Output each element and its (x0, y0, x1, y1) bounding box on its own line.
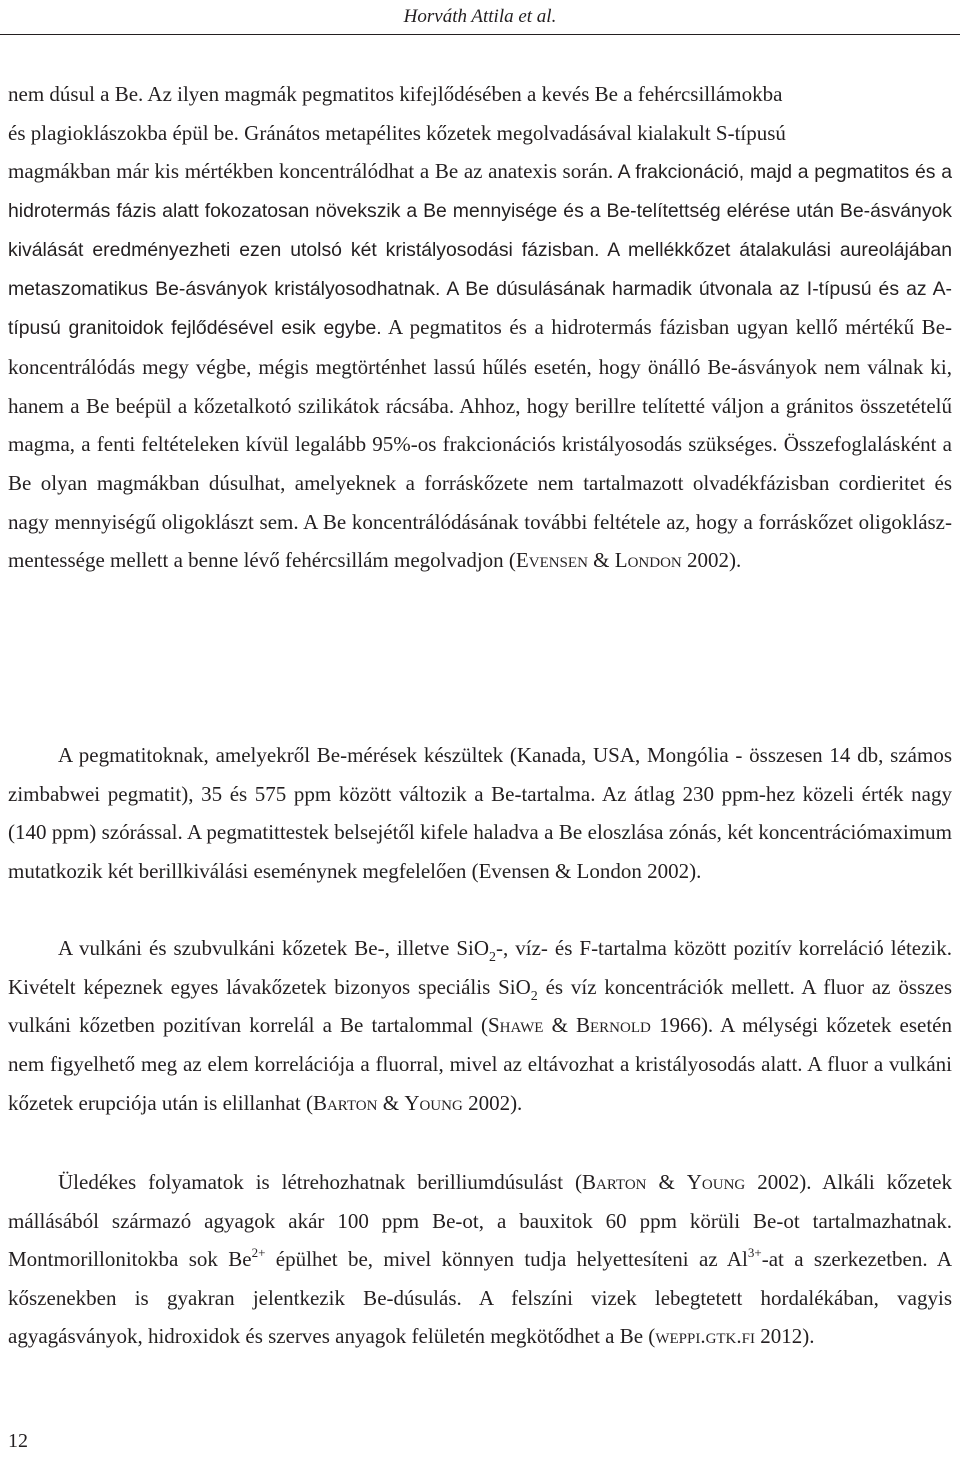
running-header (0, 6, 960, 28)
citation-author: Barton (581, 1170, 647, 1194)
paragraph-3 (8, 929, 952, 1123)
paragraph-1-sans-segment: A frakcionáció, majd a pegmatitos és a hidrotermás fázis alatt fokozatosan növekszik a Be mennyisége és a Be-telítettség elérése után Be-ásványok kiválását eredményezheti ezen utolsó két kristályosodási fázisban. A mellékkőzet átalakulási aureolájában metaszomatikus Be-ásványok kristályosodhatnak. A Be dúsulásának harmadik útvonala az I-típusú és az A-típusú granitoidok fejlődésével esik egybe. (8, 161, 952, 340)
superscript: 2+ (251, 1245, 266, 1261)
paragraph-1-line-2: és plagioklászokba épül be. Gránátos metapélites kőzetek megolvadásával kialakult S-típusú (8, 120, 786, 145)
citation-separator: & (587, 548, 615, 573)
paragraph-1-continuation (8, 152, 952, 580)
paragraph-1-line-1: nem dúsul a Be. Az ilyen magmák pegmatitos kifejlődésében a kevés Be a fehércsillámokba (8, 82, 783, 106)
paragraph-4 (8, 1163, 952, 1356)
paragraph-3-text: -, víz- és F-tartalma között pozitív korreláció létezik. Kivételt képeznek egyes lávakőzetek bizonyos speciális SiO (8, 936, 952, 999)
citation-author: London (614, 548, 682, 573)
citation-separator: & (646, 1170, 687, 1194)
citation-year: 2002). (462, 1090, 523, 1115)
header-rule (0, 34, 960, 35)
citation-separator: & (543, 1013, 576, 1038)
paragraph-4-text: -at a szerkezetben. A kőszenekben is gyakran jelentkezik Be-dúsulás. A felszíni vizek lebegtetett hordalékában, vagyis agyagásványok, hidroxidok és szerves anyagok felületén megkötődhet a Be ( (8, 1247, 952, 1349)
subscript: 2 (489, 950, 496, 965)
paragraph-1-serif-segment: A pegmatitos és a hidrotermás fázisban ugyan kellő mértékű Be- koncentrálódás megy végbe, mégis megtörténhet lassú hűlés esetén, hogy önálló Be-ásványok nem válnak ki, hanem a Be beépül a kőzetalkotó szilikátok rácsába. Ahhoz, hogy berillre telítetté váljon a gránitos összetételű magma, a fenti feltételeken kívül legalább 95%-os frakcionációs kristályosodás szükséges. Összefoglalásként a Be olyan magmákban dúsulhat, amelyeknek a forráskőzete nem tartalmazott olvadékfázisban cordieritet és nagy mennyiségű oligoklászt sem. A Be koncentrálódásának további feltétele az, hogy a forráskőzet oligoklász-mentessége mellett a benne lévő fehércsillám megolvadjon ( (8, 315, 953, 573)
paragraph-3-text: és víz koncentrációk mellett. A fluor az összes vulkáni kőzetben pozitívan korrelál a Be tartalommal ( (8, 974, 952, 1038)
paragraph-4-text: épülhet be, mivel könnyen tudja helyettesíteni az Al (265, 1247, 748, 1272)
citation-author: Young (686, 1170, 746, 1194)
citation-year: 2012). (754, 1324, 815, 1349)
citation-author: Bernold (576, 1013, 651, 1038)
page-number: 12 (8, 1430, 28, 1452)
superscript: 3+ (747, 1245, 762, 1261)
paragraph-4-text: 2002). Alkáli kőzetek mállásából származó agyagok akár 100 ppm Be-ot, a bauxitok 60 ppm körüli Be-ot tartalmazhatnak. Montmorillonitokba sok Be (8, 1170, 952, 1272)
paragraph-2-text: A pegmatitoknak, amelyekről Be-mérések készültek (Kanada, USA, Mongólia - összesen 14 db, számos zimbabwei pegmatit), 35 és 575 ppm között változik a Be-tartalma. Az átlag 230 ppm-hez közeli érték nagy (140 ppm) szórással. A pegmatittestek belsejétől kifele haladva a Be eloszlása zónás, két koncentrációmaximum mutatkozik két berillkiválási eseménynek megfelelően (Evensen & London 2002). (8, 743, 952, 884)
paragraph-1-line-3: magmákban már kis mértékben koncentrálódhat a Be az anatexis során. (8, 159, 614, 184)
citation-author: Barton (312, 1090, 378, 1115)
paragraph-3-text: A vulkáni és szubvulkáni kőzetek Be-, illetve SiO (58, 936, 489, 960)
citation-web-source: weppi.gtk.fi (655, 1324, 755, 1349)
paragraph-2 (8, 736, 952, 891)
citation-separator: & (377, 1090, 405, 1115)
citation-year: 2002). (681, 548, 742, 573)
running-title: Horváth Attila et al. (403, 6, 557, 27)
citation-author: Evensen (515, 548, 588, 573)
subscript: 2 (530, 988, 538, 1004)
paragraph-1 (8, 75, 952, 580)
paragraph-3-text: 1966). A mélységi kőzetek esetén nem figyelhető meg az elem korrelációja a fluorral, mivel az eltávozhat a kristályosodás alatt. A fluor a vulkáni kőzetek erupciója után is elillanhat ( (8, 1013, 952, 1115)
citation-author: Shawe (488, 1013, 544, 1038)
citation-author: Young (404, 1090, 463, 1115)
paragraph-4-text: Üledékes folyamatok is létrehozhatnak berilliumdúsulást ( (58, 1170, 582, 1194)
